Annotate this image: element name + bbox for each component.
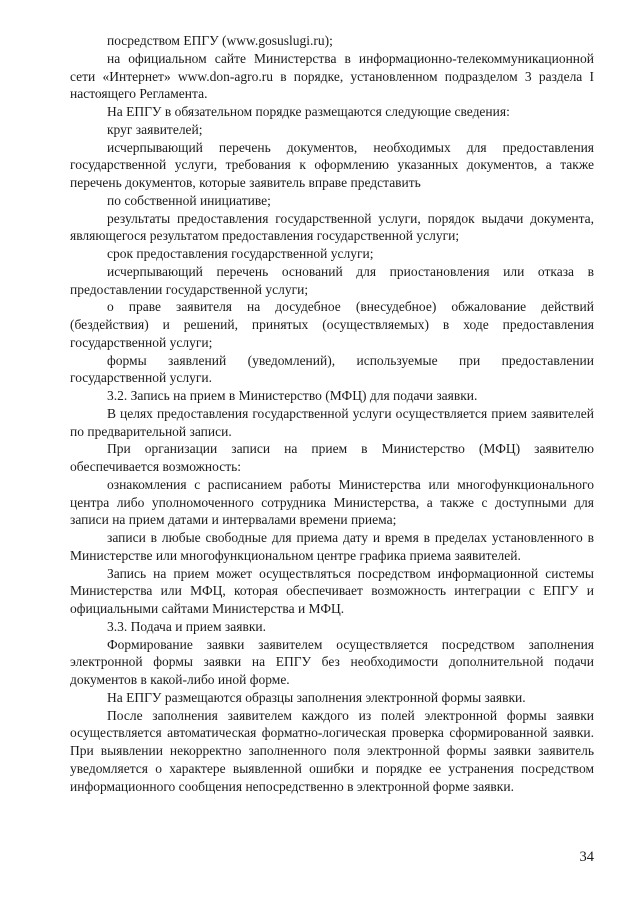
paragraph: формы заявлений (уведомлений), используемые при предоставлении государственной услуги.	[70, 352, 594, 386]
paragraph: Запись на прием может осуществляться посредством информационной системы Министерства или МФЦ, которая обеспечивает возможность интеграции с ЕПГУ и официальными сайтами Министерства и МФЦ.	[70, 565, 594, 616]
paragraph: В целях предоставления государственной услуги осуществляется прием заявителей по предварительной записи.	[70, 405, 594, 439]
paragraph: срок предоставления государственной услуги;	[107, 246, 374, 261]
paragraph: исчерпывающий перечень документов, необходимых для предоставления государственной услуги, требования к оформлению указанных документов, а также перечень документов, которые заявитель вправе представить	[70, 139, 594, 190]
paragraph: На ЕПГУ в обязательном порядке размещаются следующие сведения:	[107, 104, 510, 119]
section-heading: 3.2. Запись на прием в Министерство (МФЦ) для подачи заявки.	[107, 388, 478, 403]
paragraph: о праве заявителя на досудебное (внесудебное) обжалование действий (бездействия) и решений, принятых (осуществляемых) в ходе предоставления государственной услуги;	[70, 299, 594, 350]
paragraph: После заполнения заявителем каждого из полей электронной формы заявки осуществляется автоматическая форматно-логическая проверка сформированной заявки. При выявлении некорректно заполненного поля электронной формы заявки заявитель уведомляется о характере выявленной ошибки и порядке ее устранения посредством информационного сообщения непосредственно в электронной форме заявки.	[70, 707, 594, 794]
paragraph: При организации записи на прием в Министерство (МФЦ) заявителю обеспечивается возможность:	[70, 441, 594, 474]
section-heading: 3.3. Подача и прием заявки.	[107, 618, 266, 634]
body-text	[70, 32, 594, 795]
paragraph: На ЕПГУ размещаются образцы заполнения электронной формы заявки.	[107, 689, 526, 705]
paragraph: круг заявителей;	[107, 121, 203, 137]
paragraph: ознакомления с расписанием работы Министерства или многофункционального центра либо уполномоченного сотрудника Министерства, а также с доступными для записи на прием датами и интервалами времени приема;	[70, 476, 594, 528]
paragraph: на официальном сайте Министерства в информационно-телекоммуникационной сети «Интернет» www.don-agro.ru в порядке, установленном подразделом 3 раздела I настоящего Регламента.	[70, 50, 594, 102]
paragraph: Формирование заявки заявителем осуществляется посредством заполнения электронной формы заявки на ЕПГУ без необходимости дополнительной подачи документов в какой-либо иной форме.	[70, 636, 594, 687]
paragraph: по собственной инициативе;	[107, 192, 271, 208]
paragraph: исчерпывающий перечень оснований для приостановления или отказа в предоставлении государственной услуги;	[70, 263, 594, 297]
paragraph: посредством ЕПГУ (www.gosuslugi.ru);	[107, 33, 333, 48]
paragraph: результаты предоставления государственной услуги, порядок выдачи документа, являющегося результатом предоставления государственной услуги;	[70, 210, 594, 244]
page-number: 34	[579, 849, 594, 865]
paragraph: записи в любые свободные для приема дату и время в пределах установленного в Министерстве или многофункциональном центре графика приема заявителей.	[70, 530, 594, 563]
